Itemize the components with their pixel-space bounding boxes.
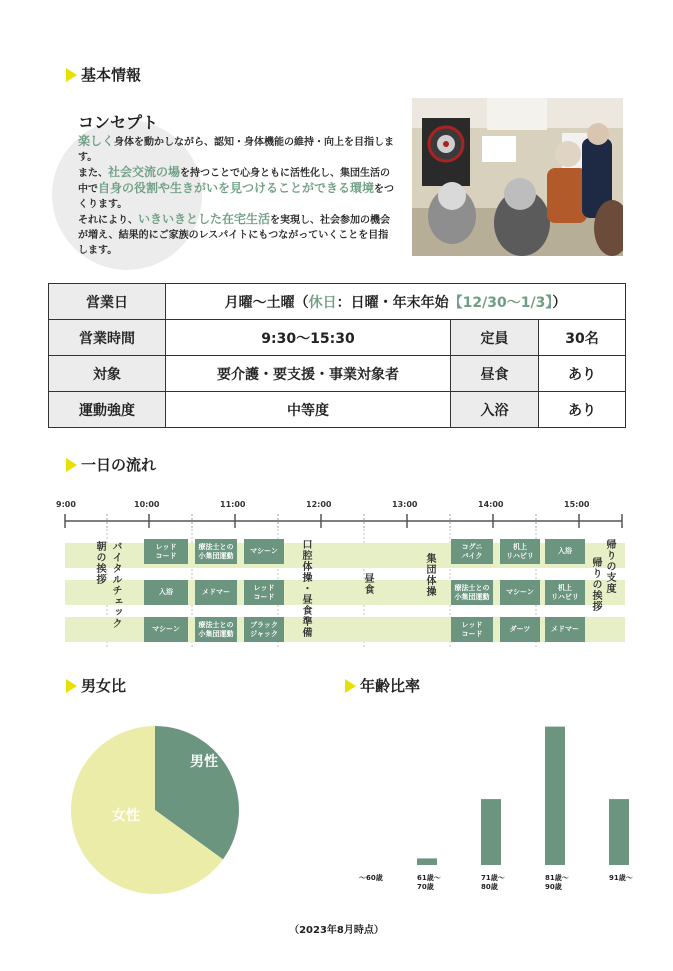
days-text: ）	[552, 294, 567, 311]
concept-text-part: をつくります。	[78, 184, 395, 210]
oral-exercise: 口腔体操・昼食準備	[300, 539, 311, 638]
section-heading-gender	[66, 675, 126, 696]
table-row	[49, 392, 626, 428]
bar-category-label: ～60歳	[359, 874, 383, 882]
going-home-greeting: 帰りの挨拶	[590, 557, 601, 612]
section-heading-basic-info	[66, 64, 141, 85]
holiday-range: 【12/30～1/3】	[448, 294, 553, 311]
concept-text-part: を実現し、社会参加の機会が増え、結果的にご家族のレスパイトにもつながっていくことを目指します。	[78, 215, 391, 256]
concept-highlight: 社会交流の場	[108, 165, 181, 179]
activity-box: 療法士との 小集団運動	[451, 580, 493, 605]
bar	[609, 799, 629, 865]
bar-category-label: 61歳～ 70歳	[417, 874, 441, 891]
time-label: 14:00	[478, 500, 504, 509]
activity-box: 机上 リハビリ	[500, 539, 540, 564]
section-title: 男女比	[81, 677, 127, 695]
bath-value: あり	[539, 392, 626, 428]
lunch-label: 昼食	[451, 356, 539, 392]
table-row	[49, 356, 626, 392]
bar	[545, 727, 565, 865]
pie-label: 男性	[190, 754, 218, 770]
activity-photo-illustration	[412, 98, 623, 256]
capacity-label: 定員	[451, 320, 539, 356]
triangle-icon	[66, 68, 77, 82]
section-title: 年齢比率	[360, 677, 421, 695]
activity-box: レッド コード	[144, 539, 188, 564]
concept-highlight: いきいきとした在宅生活	[138, 212, 271, 226]
time-label: 13:00	[392, 500, 418, 509]
bar-category-label: 71歳～ 80歳	[481, 874, 505, 891]
table-row	[49, 320, 626, 356]
activity-box: レッド コード	[244, 580, 284, 605]
days-text: ：日曜・年末年始	[336, 294, 449, 311]
target-label: 対象	[49, 356, 166, 392]
time-label: 10:00	[134, 500, 160, 509]
activity-box: メドマー	[545, 617, 585, 642]
concept-title: コンセプト	[78, 113, 159, 132]
activity-box: 療法士との 小集団運動	[195, 617, 237, 642]
intensity-value: 中等度	[166, 392, 451, 428]
time-label: 11:00	[220, 500, 246, 509]
gender-pie-chart	[60, 700, 260, 900]
section-title: 一日の流れ	[81, 456, 157, 474]
bar-category-label: 91歳～	[609, 874, 633, 882]
bar	[481, 799, 501, 865]
morning-greeting: 朝の挨拶	[94, 541, 105, 585]
lunch-label: 昼食	[362, 573, 373, 595]
pie-label: 女性	[112, 808, 140, 824]
activity-box: コグニ バイク	[451, 539, 493, 564]
capacity-value: 30名	[539, 320, 626, 356]
concept-text	[78, 134, 396, 258]
days-text: 月曜～土曜（	[224, 294, 309, 311]
triangle-icon	[66, 679, 77, 693]
table-row	[49, 284, 626, 320]
activity-box: メドマー	[195, 580, 237, 605]
activity-photo	[412, 98, 623, 256]
age-bar-chart	[345, 700, 645, 900]
vital-check: バイタルチェック	[110, 541, 121, 629]
section-heading-daily-flow	[66, 454, 156, 475]
target-value: 要介護・要支援・事業対象者	[166, 356, 451, 392]
going-home-prep: 帰りの支度	[604, 539, 615, 594]
concept-text-part: それにより、	[78, 215, 138, 226]
holiday-label: 休日	[308, 294, 337, 311]
bar	[417, 858, 437, 865]
activity-box: 入浴	[144, 580, 188, 605]
section-title: 基本情報	[81, 66, 142, 84]
activity-box: 机上 リハビリ	[545, 580, 585, 605]
concept-text-part: を持つことで心身ともに活性化し、集団生活の中で	[78, 168, 391, 195]
info-table	[48, 283, 626, 428]
intensity-label: 運動強度	[49, 392, 166, 428]
activity-box: 入浴	[545, 539, 585, 564]
activity-box: マシーン	[144, 617, 188, 642]
triangle-icon	[66, 458, 77, 472]
days-label: 営業日	[49, 284, 166, 320]
activity-box: ブラック ジャック	[244, 617, 284, 642]
lunch-value: あり	[539, 356, 626, 392]
concept-text-part: 身体を動かしながら、認知・身体機能の維持・向上を目指します。	[78, 137, 395, 163]
triangle-icon	[345, 679, 356, 693]
section-heading-age	[345, 675, 420, 696]
hours-label: 営業時間	[49, 320, 166, 356]
bath-label: 入浴	[451, 392, 539, 428]
activity-box: マシーン	[500, 580, 540, 605]
activity-box: ダーツ	[500, 617, 540, 642]
concept-highlight: 自身の役割や生きがいを見つけることができる環境	[98, 181, 375, 195]
bar-category-label: 81歳～ 90歳	[545, 874, 569, 891]
time-label: 12:00	[306, 500, 332, 509]
activity-box: マシーン	[244, 539, 284, 564]
concept-text-part: また、	[78, 168, 108, 179]
footnote: （2023年8月時点）	[289, 925, 384, 936]
concept-highlight: 楽しく	[78, 134, 115, 148]
days-value	[166, 284, 626, 320]
daily-timeline	[56, 495, 630, 655]
activity-box: レッド コード	[451, 617, 493, 642]
hours-value: 9:30～15:30	[166, 320, 451, 356]
time-label: 9:00	[56, 500, 76, 509]
group-exercise: 集団体操	[424, 553, 435, 597]
time-label: 15:00	[564, 500, 590, 509]
activity-box: 療法士との 小集団運動	[195, 539, 237, 564]
